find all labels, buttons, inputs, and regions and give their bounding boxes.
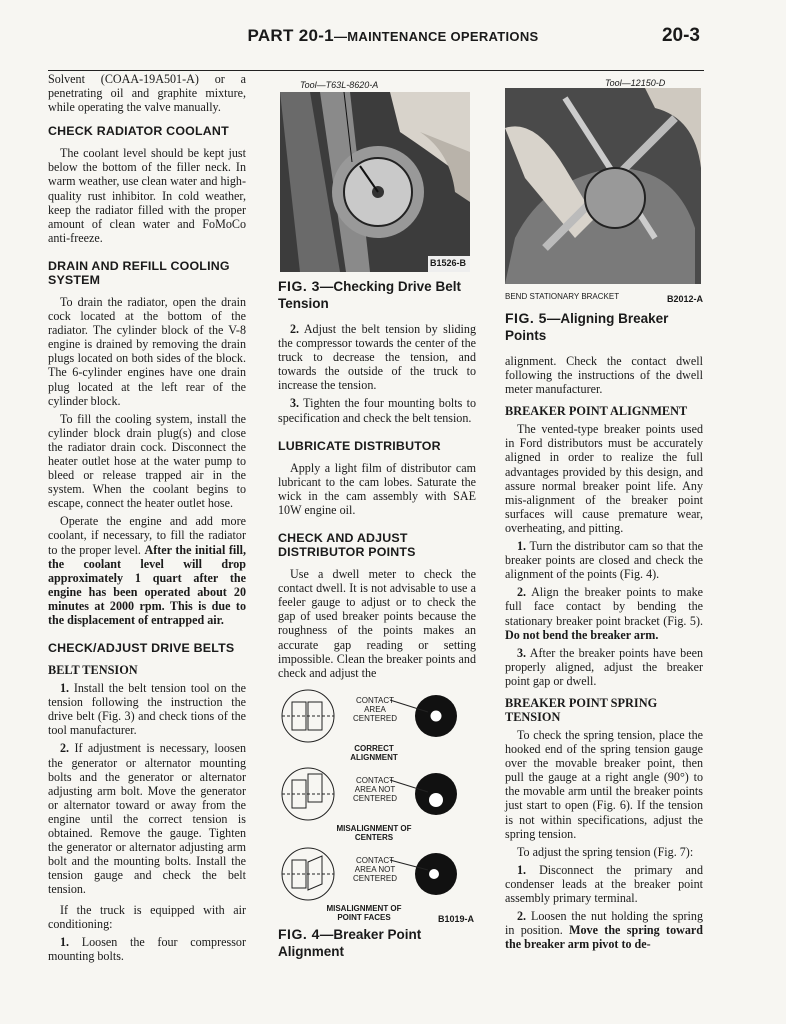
fig4-id: B1019-A <box>437 913 474 924</box>
header-rule <box>48 70 704 71</box>
paragraph-lubricate: Apply a light film of distributor cam lubricant to the cam lobes. Saturate the wick in the cam assembly with SAE 10W engine oil. <box>278 460 476 517</box>
column-1 <box>48 72 246 967</box>
fig4-illustration <box>278 688 476 924</box>
fig3-id: B1526-B <box>429 257 466 268</box>
heading-check-adjust-points: CHECK AND ADJUST DISTRIBUTOR POINTS <box>278 531 416 560</box>
paragraph-solvent: Solvent (COAA-19A501-A) or a penetrating oil and graphite mixture, while operating the valve manually. <box>48 72 246 115</box>
fig3-illustration <box>280 92 470 272</box>
fig4-label-3: CONTACT AREA NOT CENTERED <box>352 855 397 883</box>
fig4-caption-2: MISALIGNMENT OF CENTERS <box>336 823 412 842</box>
paragraph-alignment-cont: alignment. Check the contact dwell following the instructions of the dwell meter manufacturer. <box>505 354 703 397</box>
heading-lubricate-distributor: LUBRICATE DISTRIBUTOR <box>278 438 441 453</box>
heading-spring-tension: BREAKER POINT SPRING TENSION <box>505 695 658 724</box>
paragraph-air-1: 1. Loosen the four compressor mounting bolts. <box>48 934 246 963</box>
paragraph-align-3: 3. After the breaker points have been properly aligned, adjust the breaker point gap or dwell. <box>505 645 703 688</box>
fig5-illustration <box>505 88 701 284</box>
paragraph-adjust-spring: To adjust the spring tension (Fig. 7): <box>517 844 694 859</box>
paragraph-operate: Operate the engine and add more coolant, if necessary, to fill the radiator to the proper level. After the initial fill, the coolant level will drop approximately 1 quart after the engine has been operated about 20 minutes at 2000 rpm. This is due to the displacement of entrapped air. <box>48 514 246 627</box>
fig4-label-2: CONTACT AREA NOT CENTERED <box>352 775 397 803</box>
fig5-photo <box>505 88 701 284</box>
paragraph-vented: The vented-type breaker points used in Ford distributors must be accurately aligned in order to realize the full advantages provided by this design, and assure normal breaker point life. Any mis-alignment of the breaker point surfaces will cause premature wear, overheating, and pitting. <box>505 422 703 535</box>
paragraph-spring: To check the spring tension, place the hooked end of the spring tension gauge over the movable breaker point, then pull the gauge at a right angle (90°) to the movable arm until the breaker points just start to open (Fig. 6). If the tension is not within specifications, adjust the spring tension. <box>505 727 703 841</box>
paragraph-coolant: The coolant level should be kept just below the bottom of the filler neck. In warm weather, use clean water and high-quality rust inhibitor. In cold weather, keep the radiator filled with the proper amount of clean water and FoMoCo anti-freeze. <box>48 146 246 245</box>
header-part: PART 20-1 <box>247 26 334 45</box>
paragraph-drain: To drain the radiator, open the drain cock located at the bottom of the radiator. The cylinder block of the V-8 engine is drained by removing the drain plugs located on both sides of the block. The 6-cylinder engines have one drain plug located at the left rear of the cylinder block. <box>48 294 246 408</box>
paragraph-align-2-bold: Do not bend the breaker arm. <box>505 627 659 642</box>
fig5-id: B2012-A <box>666 294 703 304</box>
heading-belt-tension: BELT TENSION <box>48 663 138 678</box>
paragraph-step-1: 1. Install the belt tension tool on the tension following the instruction the drive belt (Fig. 3) and check tions of the tool manufacturer. <box>48 681 246 738</box>
paragraph-align-2: 2. Align the breaker points to make full face contact by bending the stationary breaker point bracket (Fig. 5). Do not bend the breaker arm. <box>505 585 704 642</box>
heading-breaker-point-alignment: BREAKER POINT ALIGNMENT <box>505 404 688 419</box>
page-header <box>0 22 786 52</box>
paragraph-tension-2-bold: Move the spring toward the breaker arm pivot to de- <box>505 923 703 952</box>
paragraph-adjust-3: 3. Tighten the four mounting bolts to specification and check the belt tension. <box>278 396 476 425</box>
paragraph-operate-bold: After the initial fill, the coolant level will drop approximately 1 quart after the engine has been operated about 20 minutes at 2000 rpm. This is due to the displacement of entrapped air. <box>48 542 246 627</box>
paragraph-tension-2: 2. Loosen the nut holding the spring in position. Move the spring toward the breaker arm pivot to de- <box>505 909 703 952</box>
paragraph-tension-1: 1. Disconnect the primary and condenser leads at the breaker point assembly primary terminal. <box>505 862 703 905</box>
heading-check-radiator: CHECK RADIATOR COOLANT <box>48 124 229 139</box>
paragraph-air: If the truck is equipped with air conditioning: <box>48 902 246 931</box>
fig5-tool-label: Tool—12150-D <box>605 78 666 88</box>
fig4-caption: FIG. 4—Breaker Point Alignment <box>278 925 422 959</box>
paragraph-step-2: 2. If adjustment is necessary, loosen the generator or alternator mounting bolts and the generator or alternator adjusting arm bolt. Move the generator or alternator toward or away from the engine until the correct tension is obtained. Remove the gauge. Tighten the generator or alternator adjusting arm bolt and the mounting bolts. Install the tension gauge and check the belt tension. <box>48 741 246 897</box>
figure-5 <box>505 72 703 304</box>
figure-3 <box>278 72 476 272</box>
column-3 <box>505 72 703 955</box>
fig4-caption-1: CORRECT ALIGNMENT <box>350 743 398 762</box>
fig3-caption: FIG. 3—Checking Drive Belt Tension <box>278 278 461 311</box>
paragraph-align-1: 1. Turn the distributor cam so that the breaker points are closed and check the alignment of the points (Fig. 4). <box>505 539 703 582</box>
paragraph-points: Use a dwell meter to check the contact dwell. It is not advisable to use a feeler gauge to adjust or to check the gap of used breaker points because the roughness of the points makes an accurate gap reading or setting impossible. Clean the breaker points and check and adjust the <box>278 567 476 680</box>
paragraph-adjust-2: 2. Adjust the belt tension by sliding the compressor towards the center of the truck to decrease the tension, and towards the outside of the truck to increase the tension. <box>278 322 476 393</box>
fig4-label-1: CONTACT AREA CENTERED <box>352 695 397 723</box>
heading-drive-belts: CHECK/ADJUST DRIVE BELTS <box>48 641 235 656</box>
paragraph-fill: To fill the cooling system, install the cylinder block drain plug(s) and close the radiator drain cock. Disconnect the heater outlet hose at the water pump to bleed or release trapped air in the system. When the coolant begins to escape, connect the heater outlet hose. <box>48 411 246 511</box>
fig3-photo <box>280 92 470 272</box>
page-number: 20-3 <box>661 25 700 46</box>
fig5-bracket-label: BEND STATIONARY BRACKET <box>505 292 620 301</box>
fig3-tool-label: Tool—T63L-8620-A <box>300 80 379 90</box>
heading-drain-refill: DRAIN AND REFILL COOLING SYSTEM <box>48 258 230 287</box>
header-section: MAINTENANCE OPERATIONS <box>347 29 539 44</box>
header-title: PART 20-1—MAINTENANCE OPERATIONS <box>247 26 539 45</box>
figure-4 <box>278 688 476 924</box>
fig5-caption: FIG. 5—Aligning Breaker Points <box>505 310 669 343</box>
fig4-caption-3: MISALIGNMENT OF POINT FACES <box>326 903 402 922</box>
column-2 <box>278 72 476 960</box>
